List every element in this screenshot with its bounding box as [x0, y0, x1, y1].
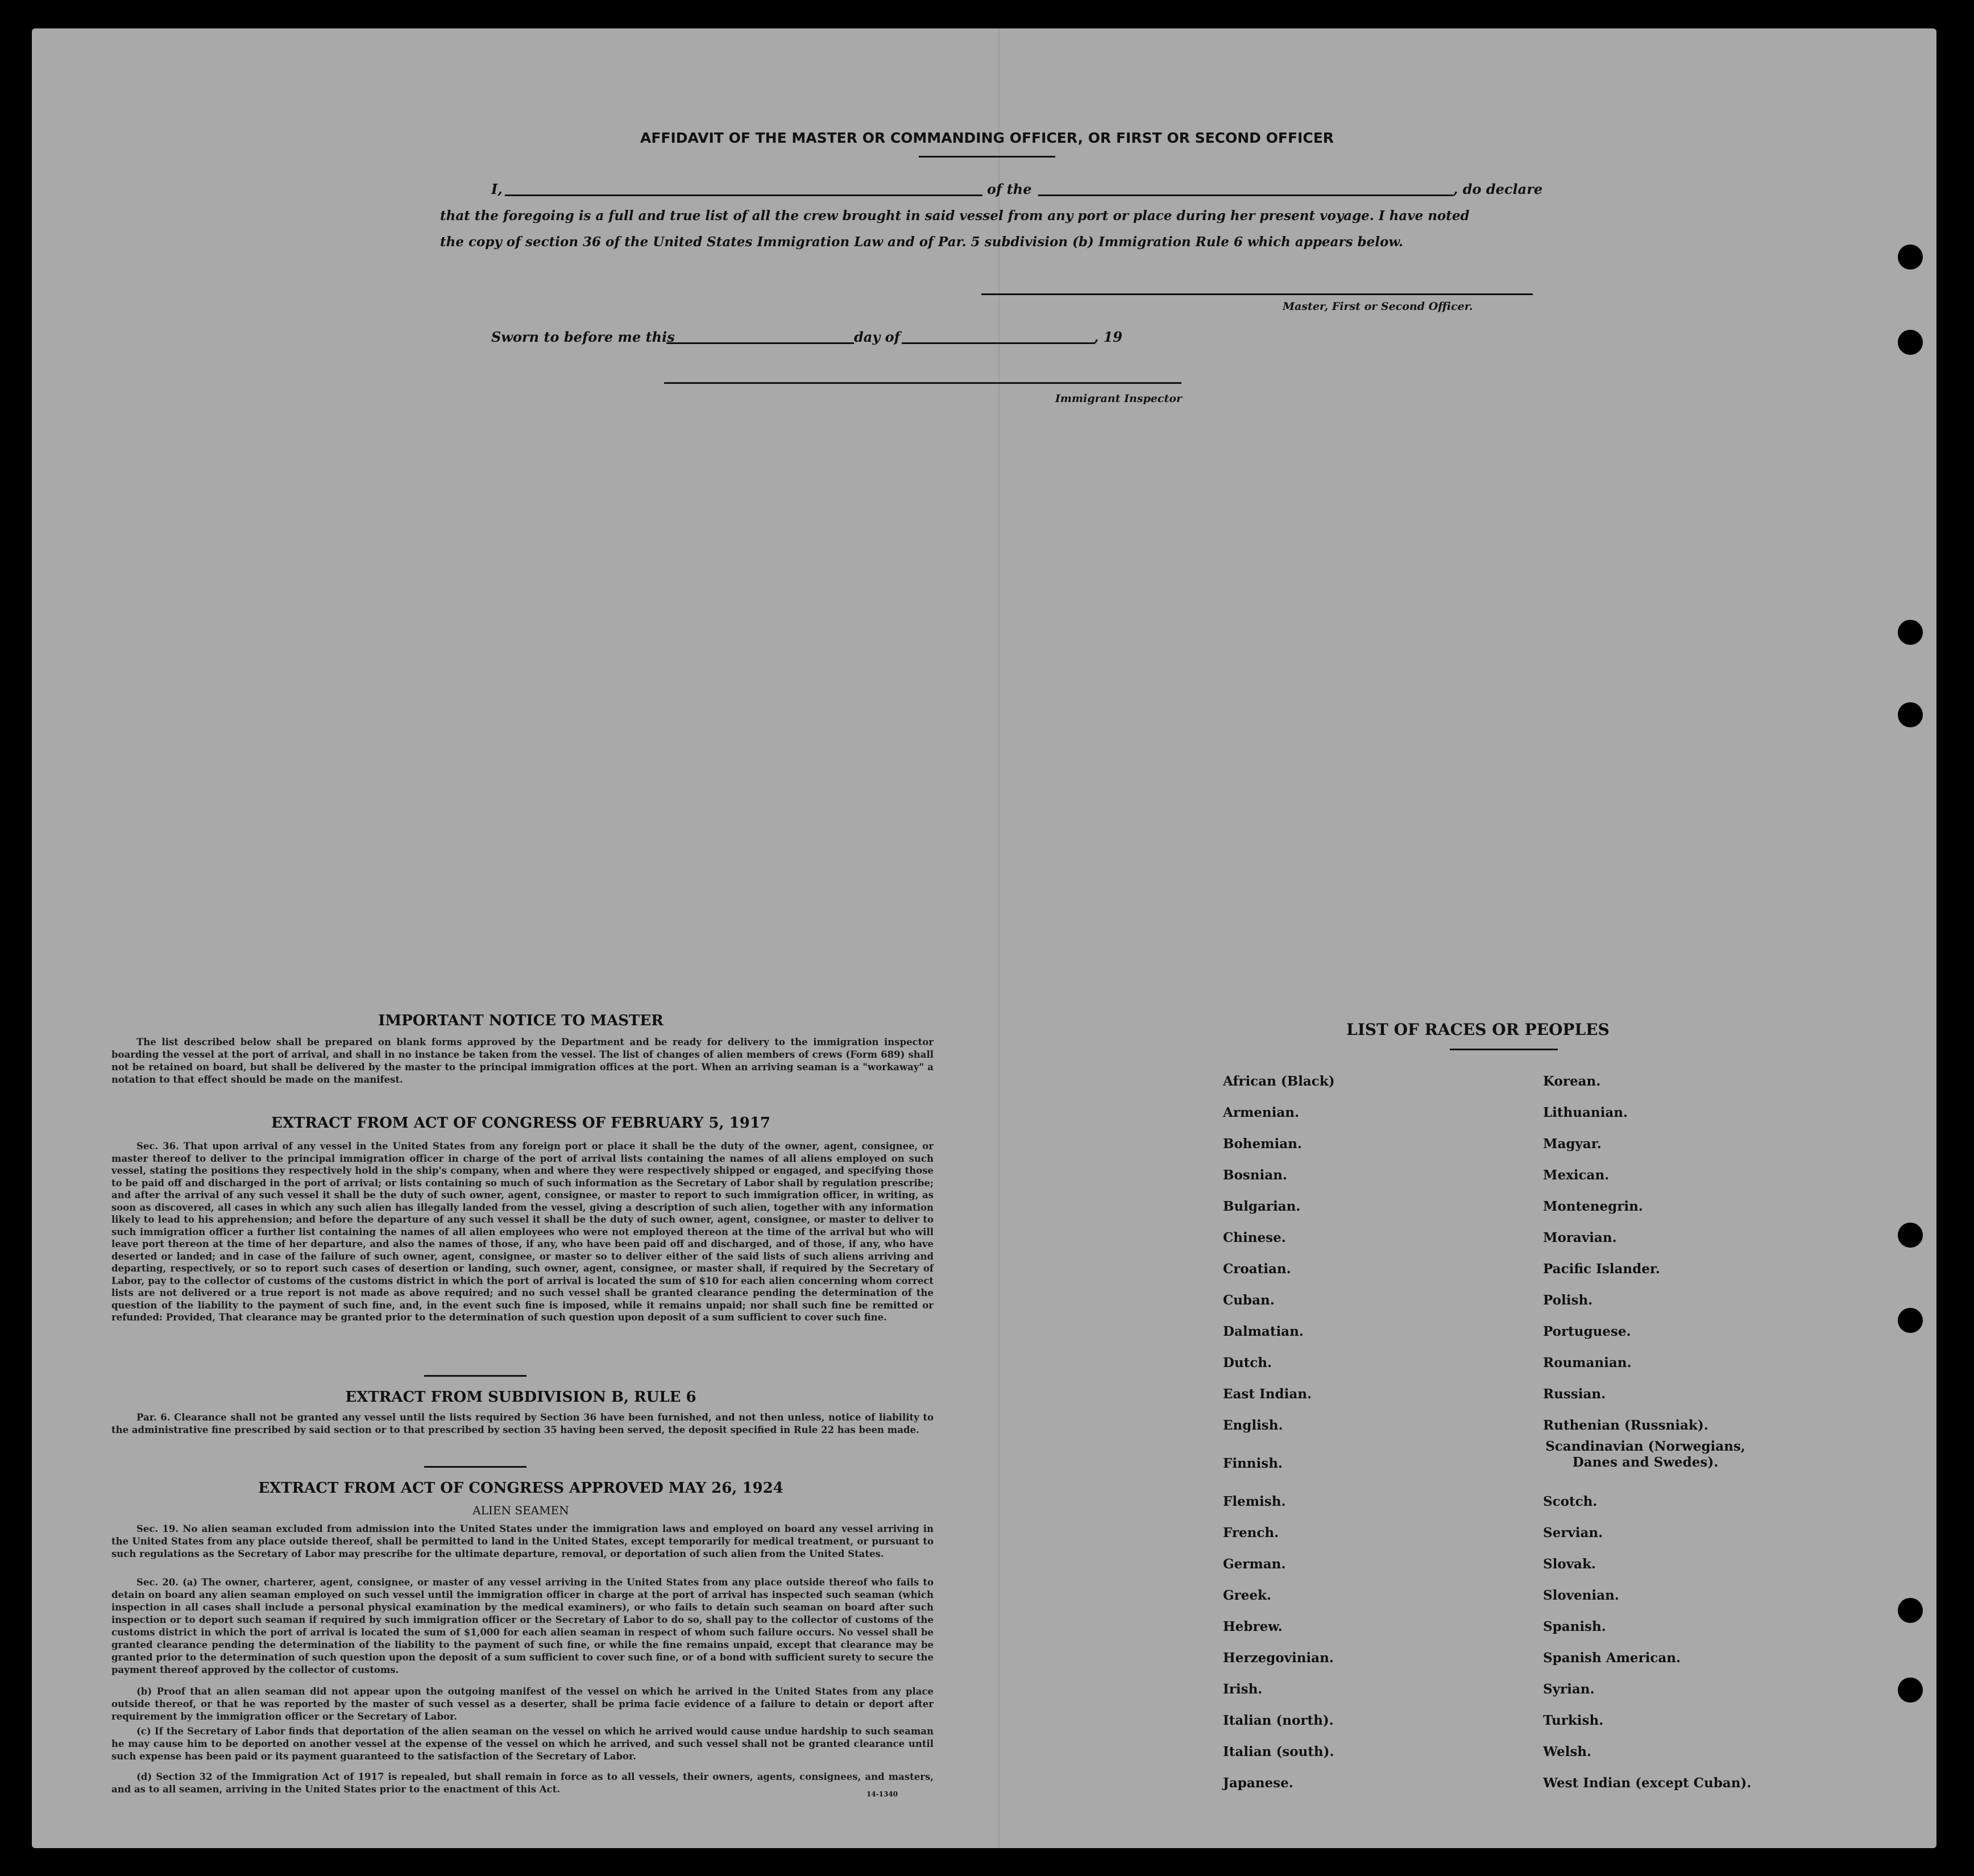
- affidavit-line2: that the foregoing is a full and true list of all the crew brought in said vessel from any port or place during her present voyage. I have noted: [440, 208, 1470, 223]
- races-title: LIST OF RACES OR PEOPLES: [1346, 1020, 1610, 1039]
- sworn-month-blank[interactable]: [902, 342, 1095, 344]
- race-item: Lithuanian.: [1543, 1105, 1628, 1120]
- extract3-p3: (b) Proof that an alien seaman did not appear upon the outgoing manifest of the vessel on which he arrived in the United States from any place outside thereof, or that he was reported by the master of such vessel as a deserter, shall be prima facie evidence of a failure to detain or deport after requirement by the immigration officer or the Secretary of Labor.: [111, 1686, 934, 1722]
- day-of-text: day of: [854, 329, 900, 345]
- race-item: Spanish.: [1543, 1619, 1606, 1634]
- extract3-p5: (d) Section 32 of the Immigration Act of 1917 is repealed, but shall remain in force as to all vessels, their owners, agents, consignees, and masters, and as to all seamen, arriving in the United States prior to the enactment of this Act.: [111, 1771, 934, 1795]
- race-item: African (Black): [1223, 1074, 1335, 1089]
- extract3-p2: Sec. 20. (a) The owner, charterer, agent, consignee, or master of any vessel arriving in the United States from any place outside thereof who fails to detain on board any alien seaman employed on such vessel until the immigration officer in charge at the port of arrival has inspected such seaman (which inspection in all cases shall include a personal physical examination by the medical examiners), or who fails to detain such seaman on board after such inspection or to deport such seaman if required by such immigration officer or the Secretary of Labor to do so, shall pay to the collector of customs of the customs district in which the port of arrival is located the sum of $1,000 for each alien seaman in respect of whom such failure occurs. No vessel shall be granted clearance pending the determination of the liability to the payment of such fine, or while the fine remains unpaid, except that clearance may be granted prior to the determination of such question upon the deposit of a sum sufficient to cover such fine, or of a bond with sufficient surety to secure the payment thereof approved by the collector of customs.: [111, 1577, 934, 1675]
- race-item: Japanese.: [1223, 1775, 1293, 1791]
- extract3-title: EXTRACT FROM ACT OF CONGRESS APPROVED MAY 26, 1924: [258, 1480, 783, 1497]
- notice-title: IMPORTANT NOTICE TO MASTER: [378, 1012, 663, 1029]
- affidavit-of-the: of the: [987, 181, 1032, 197]
- master-signature-line[interactable]: [981, 293, 1533, 295]
- punch-hole: [1898, 1223, 1923, 1248]
- document-sheet: [32, 28, 1936, 1848]
- race-item: Servian.: [1543, 1525, 1603, 1540]
- inspector-label: Immigrant Inspector: [1055, 392, 1182, 405]
- race-item: Irish.: [1223, 1682, 1263, 1697]
- punch-hole: [1898, 330, 1923, 355]
- race-item: Hebrew.: [1223, 1619, 1283, 1634]
- race-item: Slovenian.: [1543, 1588, 1619, 1603]
- race-item: Bohemian.: [1223, 1136, 1302, 1152]
- race-item: Cuban.: [1223, 1293, 1275, 1308]
- race-item: Montenegrin.: [1543, 1199, 1643, 1214]
- sworn-text: Sworn to before me this: [491, 329, 675, 345]
- extract3-subtitle: ALIEN SEAMEN: [472, 1504, 569, 1517]
- race-item: German.: [1223, 1556, 1286, 1572]
- race-item: Spanish American.: [1543, 1650, 1681, 1666]
- extract2-rule: [424, 1375, 526, 1377]
- master-signature-label: Master, First or Second Officer.: [1283, 300, 1473, 313]
- extract3-p4: (c) If the Secretary of Labor finds that deportation of the alien seaman on the vessel on which he arrived would cause undue hardship to such seaman he may cause him to be deported on another vessel at the expense of the vessel on which he arrived, and such vessel shall not be granted clearance until such expense has been paid or its payment guaranteed to the satisfaction of the Secretary of Labor.: [111, 1726, 934, 1762]
- race-item: Scotch.: [1543, 1494, 1598, 1509]
- fold-line: [998, 28, 1000, 1848]
- punch-hole: [1898, 1678, 1923, 1703]
- race-item: Syrian.: [1543, 1682, 1595, 1697]
- race-item: East Indian.: [1223, 1386, 1312, 1402]
- punch-hole: [1898, 620, 1923, 645]
- year-text: , 19: [1094, 329, 1123, 345]
- affidavit-declare: , do declare: [1453, 181, 1543, 197]
- sworn-day-blank[interactable]: [666, 342, 854, 344]
- race-item: Italian (north).: [1223, 1713, 1334, 1728]
- race-item: Flemish.: [1223, 1494, 1286, 1509]
- race-item: Polish.: [1543, 1293, 1593, 1308]
- races-title-rule: [1450, 1049, 1558, 1050]
- race-item: Dutch.: [1223, 1355, 1272, 1370]
- race-item: Italian (south).: [1223, 1744, 1334, 1759]
- race-item: Bosnian.: [1223, 1167, 1287, 1183]
- affidavit-line3: the copy of section 36 of the United States Immigration Law and of Par. 5 subdivision (b) Immigration Rule 6 which appears below.: [440, 234, 1403, 250]
- punch-hole: [1898, 245, 1923, 270]
- race-item: French.: [1223, 1525, 1279, 1540]
- race-item: Bulgarian.: [1223, 1199, 1301, 1214]
- punch-hole: [1898, 702, 1923, 727]
- name-blank[interactable]: [505, 194, 982, 196]
- extract1-text: Sec. 36. That upon arrival of any vessel in the United States from any foreign port or place it shall be the duty of the owner, agent, consignee, or master thereof to deliver to the principal immigration officer in charge of the port of arrival lists containing the names of all aliens employed on such vessel, stating the positions they respectively hold in the ship's company, when and where they were respectively shipped or engaged, and specifying those to be paid off and discharged in the port of arrival; or lists containing so much of such information as the Secretary of Labor shall by regulation prescribe; and after the arrival of any such vessel it shall be the duty of such owner, agent, consignee, or master to report to such immigration officer, in writing, as soon as discovered, all cases in which any such alien has illegally landed from the vessel, giving a description of such alien, together with any information likely to lead to his apprehension; and before the departure of any such vessel it shall be the duty of such owner, agent, consignee, or master to deliver to such immigration officer a further list containing the names of all alien employees who were not employed thereon at the time of the arrival but who will leave port thereon at the time of her departure, and also the names of those, if any, who have been paid off and discharged, and of those, if any, who have deserted or landed; and in case of the failure of such owner, agent, consignee, or master so to deliver either of the said lists of such aliens arriving and departing, respectively, or so to report such cases of desertion or landing, such owner, agent, consignee, or master shall, if required by the Secretary of Labor, pay to the collector of customs of the customs district in which the port of arrival is located the sum of $10 for each alien concerning whom correct lists are not delivered or a true report is not made as above required; and no such vessel shall be granted clearance pending the determination of the question of the liability to the payment of such fine, and, in the event such fine is imposed, while it remains unpaid; nor shall such fine be remitted or refunded: Provided, That clearance may be granted prior to the determination of such question upon deposit of a sum sufficient to cover such fine.: [111, 1141, 934, 1323]
- race-item: Pacific Islander.: [1543, 1261, 1660, 1277]
- extract2-text: Par. 6. Clearance shall not be granted any vessel until the lists required by Section 36 have been furnished, and not then unless, notice of liability to the administrative fine prescribed by said section or to that prescribed by section 35 having been served, the deposit specified in Rule 22 has been made.: [111, 1412, 934, 1435]
- affidavit-i: I,: [491, 181, 503, 197]
- race-item: English.: [1223, 1418, 1283, 1433]
- race-item: Mexican.: [1543, 1167, 1610, 1183]
- punch-hole: [1898, 1598, 1923, 1623]
- race-item: Croatian.: [1223, 1261, 1291, 1277]
- title-underline: [919, 156, 1055, 158]
- race-item: Dalmatian.: [1223, 1324, 1304, 1339]
- race-item: West Indian (except Cuban).: [1543, 1775, 1752, 1791]
- race-item: Russian.: [1543, 1386, 1606, 1402]
- race-item: Chinese.: [1223, 1230, 1286, 1245]
- form-number: 14-1340: [866, 1790, 898, 1798]
- notice-text: The list described below shall be prepared on blank forms approved by the Department and be ready for delivery to the immigration inspector boarding the vessel at the port of arrival, and shall in no instance be taken from the vessel. The list of changes of alien members of crews (Form 689) shall not be retained on board, but shall be delivered by the master to the principal immigration offices at the port. When an arriving seaman is a "workaway" a notation to that effect should be made on the manifest.: [111, 1037, 934, 1085]
- race-item: Portuguese.: [1543, 1324, 1631, 1339]
- race-item: Moravian.: [1543, 1230, 1617, 1245]
- affidavit-title: AFFIDAVIT OF THE MASTER OR COMMANDING OFFICER, OR FIRST OR SECOND OFFICER: [640, 130, 1334, 146]
- race-item: Welsh.: [1543, 1744, 1592, 1759]
- punch-hole: [1898, 1308, 1923, 1333]
- race-item: Roumanian.: [1543, 1355, 1632, 1370]
- race-item: Magyar.: [1543, 1136, 1602, 1152]
- race-item: Turkish.: [1543, 1713, 1604, 1728]
- race-item: Armenian.: [1223, 1105, 1300, 1120]
- extract1-title: EXTRACT FROM ACT OF CONGRESS OF FEBRUARY 5, 1917: [271, 1115, 770, 1132]
- vessel-blank[interactable]: [1038, 194, 1453, 196]
- race-item: Ruthenian (Russniak).: [1543, 1418, 1708, 1433]
- race-item: Slovak.: [1543, 1556, 1596, 1572]
- race-item: Herzegovinian.: [1223, 1650, 1334, 1666]
- extract2-title: EXTRACT FROM SUBDIVISION B, RULE 6: [345, 1389, 696, 1406]
- race-item: Greek.: [1223, 1588, 1271, 1603]
- inspector-signature-line[interactable]: [664, 382, 1181, 384]
- extract3-rule: [424, 1466, 526, 1468]
- race-item: Scandinavian (Norwegians, Danes and Swedes).: [1545, 1439, 1745, 1470]
- race-item: Finnish.: [1223, 1456, 1283, 1471]
- race-item: Korean.: [1543, 1074, 1601, 1089]
- extract3-p1: Sec. 19. No alien seaman excluded from admission into the United States under the immigration laws and employed on board any vessel arriving in the United States from any place outside thereof, shall be permitted to land in the United States, except temporarily for medical treatment, or pursuant to such regulations as the Secretary of Labor may prescribe for the ultimate departure, removal, or deportation of such alien from the United States.: [111, 1523, 934, 1559]
